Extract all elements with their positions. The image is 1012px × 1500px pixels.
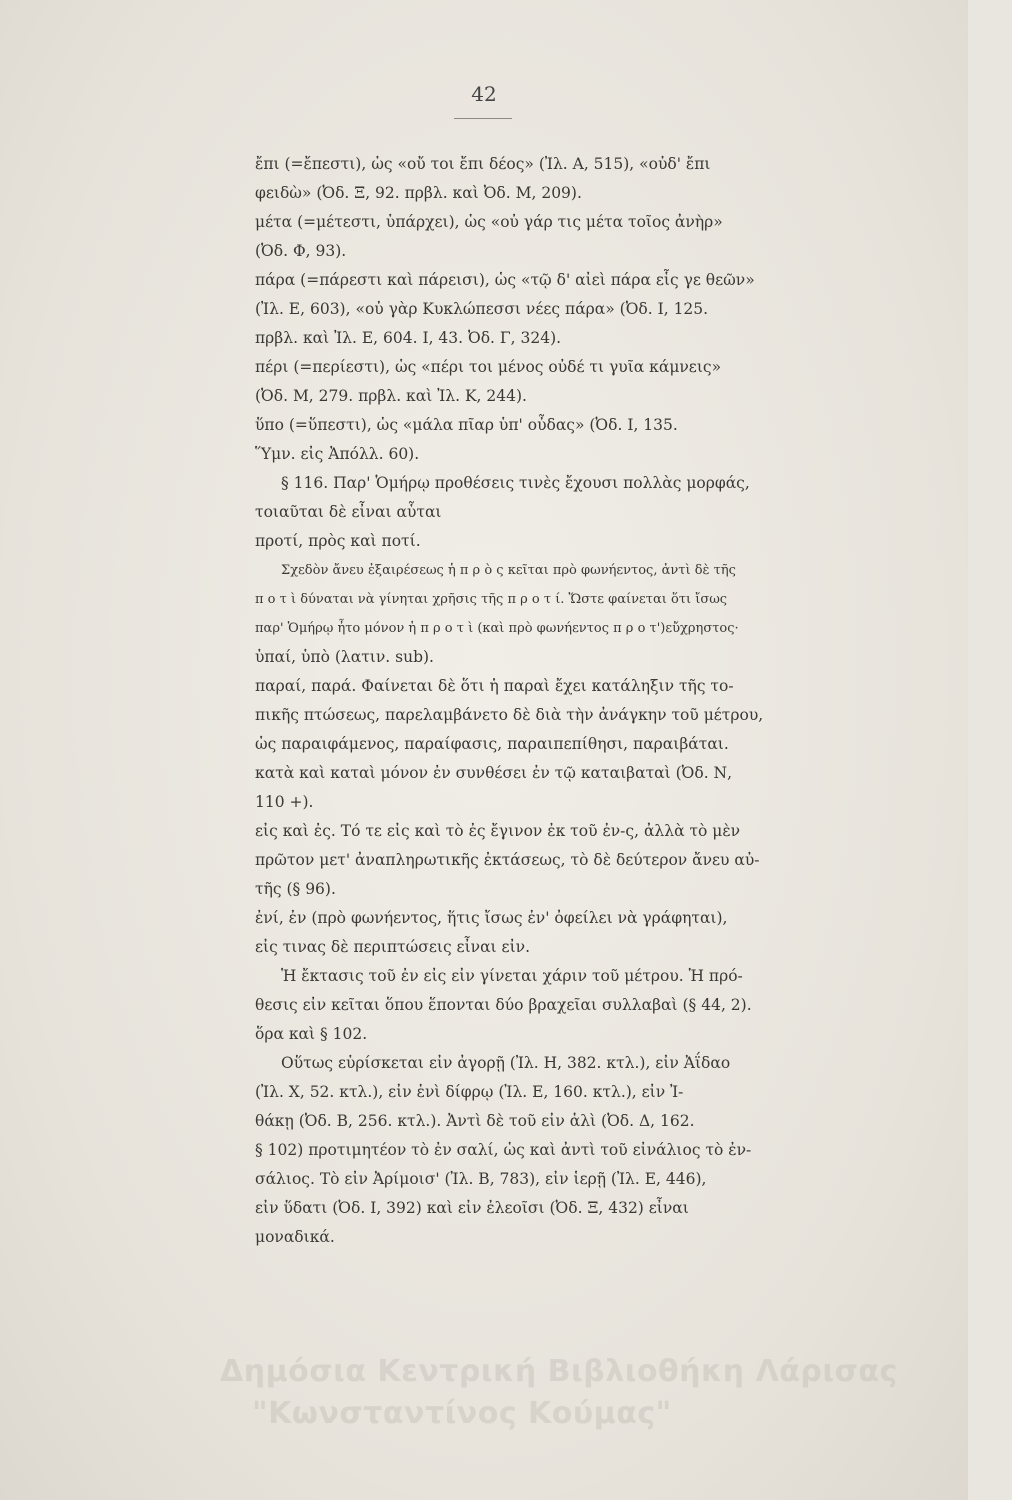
text-line: εἰν ὕδατι (Ὀδ. Ι, 392) καὶ εἰν ἐλεοῖσι (Ὀδ. Ξ, 432) εἶναι: [255, 1199, 689, 1217]
text-line: (Ὀδ. Φ, 93).: [255, 242, 347, 260]
text-line: θάκῃ (Ὀδ. Β, 256. κτλ.). Ἀντὶ δὲ τοῦ εἰν ἁλὶ (Ὀδ. Δ, 162.: [255, 1112, 695, 1130]
text-line: πρῶτον μετ' ἀναπληρωτικῆς ἐκτάσεως, τὸ δὲ δεύτερον ἄνευ αὐ-: [255, 851, 760, 869]
text-line: πικῆς πτώσεως, παρελαμβάνετο δὲ διὰ τὴν ἀνάγκην τοῦ μέτρου,: [255, 706, 764, 724]
text-line: § 102) προτιμητέον τὸ ἐν σαλί, ὡς καὶ ἀντὶ τοῦ εἰνάλιος τὸ ἐν-: [255, 1141, 752, 1159]
text-line: μέτα (=μέτεστι, ὑπάρχει), ὡς «οὐ γάρ τις μέτα τοῖος ἀνὴρ»: [255, 213, 723, 231]
text-line: ὅρα καὶ § 102.: [255, 1025, 368, 1043]
text-line: (Ὀδ. Μ, 279. πρβλ. καὶ Ἰλ. Κ, 244).: [255, 387, 527, 405]
text-line: παραί, παρά. Φαίνεται δὲ ὅτι ἡ παραὶ ἔχει κατάληξιν τῆς το-: [255, 677, 734, 695]
text-line: θεσις εἰν κεῖται ὅπου ἕπονται δύο βραχεῖαι συλλαβαὶ (§ 44, 2).: [255, 996, 752, 1014]
text-line: τῆς (§ 96).: [255, 880, 336, 898]
text-line: πάρα (=πάρεστι καὶ πάρεισι), ὡς «τῷ δ' αἰεὶ πάρα εἷς γε θεῶν»: [255, 271, 755, 289]
text-line: μοναδικά.: [255, 1228, 335, 1246]
text-line: 110 +).: [255, 793, 314, 811]
text-line: ἔπι (=ἔπεστι), ὡς «οὔ τοι ἔπι δέος» (Ἰλ. Α, 515), «οὐδ' ἔπι: [255, 155, 711, 173]
page-body: [255, 150, 764, 1252]
text-line: εἰς τινας δὲ περιπτώσεις εἶναι εἰν.: [255, 938, 531, 956]
text-line: (Ἰλ. Χ, 52. κτλ.), εἰν ἑνὶ δίφρῳ (Ἰλ. Ε, 160. κτλ.), εἰν Ἰ-: [255, 1083, 684, 1101]
text-line: ὕπο (=ὕπεστι), ὡς «μάλα πῖαρ ὑπ' οὖδας» (Ὀδ. Ι, 135.: [255, 416, 678, 434]
text-line: ὡς παραιφάμενος, παραίφασις, παραιπεπίθησι, παραιβάται.: [255, 735, 729, 753]
text-line: Οὕτως εὑρίσκεται εἰν ἀγορῇ (Ἰλ. Η, 382. κτλ.), εἰν Ἀΐδαο: [281, 1054, 731, 1072]
text-line: ἐνί, ἐν (πρὸ φωνήεντος, ἥτις ἴσως ἐν' ὀφείλει νὰ γράφηται),: [255, 909, 728, 927]
text-line: Ὕμν. εἰς Ἀπόλλ. 60).: [255, 445, 420, 463]
page-number: 42: [471, 82, 497, 106]
text-line: Σχεδὸν ἄνευ ἐξαιρέσεως ἡ π ρ ὸ ς κεῖται πρὸ φωνήεντος, ἀντὶ δὲ τῆς: [281, 563, 736, 578]
library-watermark: "Κωνσταντίνος Κούμας": [252, 1396, 672, 1431]
text-line: κατὰ καὶ καταὶ μόνον ἐν συνθέσει ἐν τῷ καταιβαταὶ (Ὀδ. Ν,: [255, 764, 733, 782]
text-line: § 116. Παρ' Ὁμήρῳ προθέσεις τινὲς ἔχουσι πολλὰς μορφάς,: [281, 474, 750, 492]
text-line: πέρι (=περίεστι), ὡς «πέρι τοι μένος οὐδέ τι γυῖα κάμνεις»: [255, 358, 722, 376]
text-line: ὑπαί, ὑπὸ (λατιν. sub).: [255, 648, 434, 666]
library-watermark: Δημόσια Κεντρική Βιβλιοθήκη Λάρισας: [220, 1354, 898, 1389]
text-line: σάλιος. Τὸ εἰν Ἀρίμοισ' (Ἰλ. Β, 783), εἰν ἱερῇ (Ἰλ. Ε, 446),: [255, 1170, 707, 1188]
text-line: (Ἰλ. Ε, 603), «οὐ γὰρ Κυκλώπεσσι νέες πάρα» (Ὀδ. Ι, 125.: [255, 300, 709, 318]
text-line: π ο τ ὶ δύναται νὰ γίνηται χρῆσις τῆς π ρ ο τ ί. Ὥστε φαίνεται ὅτι ἴσως: [255, 592, 728, 607]
text-line: φειδὼ» (Ὀδ. Ξ, 92. πρβλ. καὶ Ὀδ. Μ, 209).: [255, 184, 582, 202]
text-line: Ἡ ἔκτασις τοῦ ἐν εἰς εἰν γίνεται χάριν τοῦ μέτρου. Ἡ πρό-: [281, 967, 743, 985]
text-line: εἰς καὶ ἐς. Τό τε εἰς καὶ τὸ ἐς ἔγινον ἐκ τοῦ ἐν-ς, ἀλλὰ τὸ μὲν: [255, 822, 741, 840]
text-line: τοιαῦται δὲ εἶναι αὗται: [255, 503, 442, 521]
text-line: παρ' Ὁμήρῳ ἦτο μόνον ἡ π ρ ο τ ὶ (καὶ πρὸ φωνήεντος π ρ ο τ')εὔχρηστος·: [255, 621, 739, 636]
text-line: προτί, πρὸς καὶ ποτί.: [255, 532, 421, 550]
text-line: πρβλ. καὶ Ἰλ. Ε, 604. Ι, 43. Ὀδ. Γ, 324).: [255, 329, 562, 347]
header-rule: [454, 118, 512, 119]
